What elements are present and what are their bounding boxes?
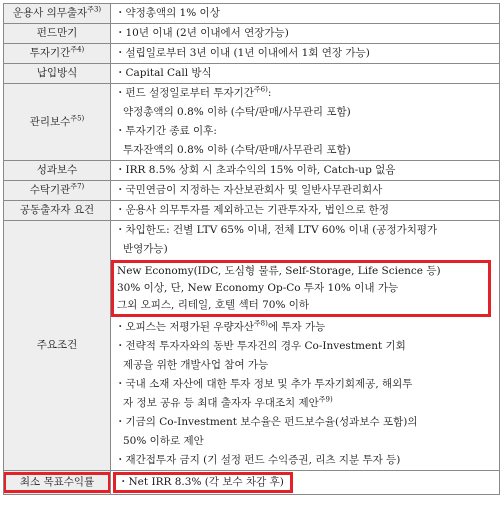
table-row [4,4,500,24]
table-row [4,181,500,201]
new-economy-highlight-box: New Economy(IDC, 도심형 물류, Self-Storage, Life Science 등) 30% 이상, 단, New Economy Op-Co 투자 10% 이내 가능 그외 오피스, 리테일, 호텔 섹터 70% 이하 [111,260,491,317]
row-value-investment-period: ・설립일로부터 3년 이내 (1년 이내에서 1회 연장 가능) [111,44,500,64]
row-label-target-return [4,471,111,495]
row-value-target-return [111,471,500,495]
row-label-fund-maturity: 펀드만기 [4,24,111,44]
table-row [4,221,500,471]
row-label-custodian: 수탁기관$^{주7)}$ [4,181,111,201]
row-value-fund-maturity: ・10년 이내 (2년 이내에서 연장가능) [111,24,500,44]
table-row [4,161,500,181]
target-return-label-highlight: 최소 목표수익률 [3,472,111,493]
target-return-value-highlight: ・Net IRR 8.3% (각 보수 차감 후) [113,472,293,493]
row-label-co-investor-requirement: 공동출자자 요건 [4,201,111,221]
row-label-management-fee: 관리보수$^{주5)}$ [4,84,111,161]
footnote-ref: 주4) [70,45,85,54]
table-row [4,201,500,221]
footnote-ref: 주6) [253,85,268,94]
footnote-ref: 주8) [253,319,268,328]
row-label-investment-period: 투자기간$^{주4)}$ [4,44,111,64]
row-value-management-fee: ・펀드 설정일로부터 투자기간$^{주6)}$: 약정총액의 0.8% 이하 (수탁/판매/사무관리 포함) ・투자기간 종료 이후: 투자잔액의 0.8% 이하 (수탁/판매/사무관리 포함) [111,84,500,161]
row-value-co-investor-requirement: ・운용사 의무투자를 제외하고는 기관투자자, 법인으로 한정 [111,201,500,221]
fund-terms-table [3,3,500,495]
table-row [4,84,500,161]
footnote-ref: 주5) [70,114,85,122]
row-label-payment-method: 납입방식 [4,64,111,84]
footnote-ref: 주9) [318,395,333,404]
table-row [4,44,500,64]
table-row [4,64,500,84]
row-label-performance-fee: 성과보수 [4,161,111,181]
row-value-performance-fee: ・IRR 8.5% 상회 시 초과수익의 15% 이하, Catch-up 없음 [111,161,500,181]
row-label-gp-commitment: 운용사 의무출자$^{주3)}$ [4,4,111,24]
row-label-main-conditions: 주요조건 [4,221,111,471]
footnote-ref: 주3) [87,5,102,14]
table-row [4,471,500,495]
table-row [4,24,500,44]
row-value-main-conditions: ・차입한도: 건별 LTV 65% 이내, 전체 LTV 60% 이내 (공정가치평가 반영가능) New Economy(IDC, 도심형 물류, Self-Storage, Life Science 등) 30% 이상, 단, New Economy Op-Co 투자 10% 이내 가능 그외 오피스, 리테일, 호텔 섹터 70% 이하 ・오피스는 저평가된 우량자산$^{주8)}$에 투자 가능 ・전략적 투자자와의 동반 투자건의 경우 Co-Investment 기회 제공을 위한 개발사업 참여 가능 ・국내 소재 자산에 대한 투자 정보 및 추가 투자기회제공, 해외투 자 정보 공유 등 최대 출자자 우대조치 제안$^{주9)}$ ・기금의 Co-Investment 보수율은 펀드보수율(성과보수 포함)의 50% 이하로 제안 ・재간접투자 금지 (기 설정 펀드 수익증권, 리츠 지분 투자 등) [111,221,500,471]
row-value-payment-method: ・Capital Call 방식 [111,64,500,84]
footnote-ref: 주7) [70,182,85,191]
row-value-custodian: ・국민연금이 지정하는 자산보관회사 및 일반사무관리회사 [111,181,500,201]
row-value-gp-commitment: ・약정총액의 1% 이상 [111,4,500,24]
